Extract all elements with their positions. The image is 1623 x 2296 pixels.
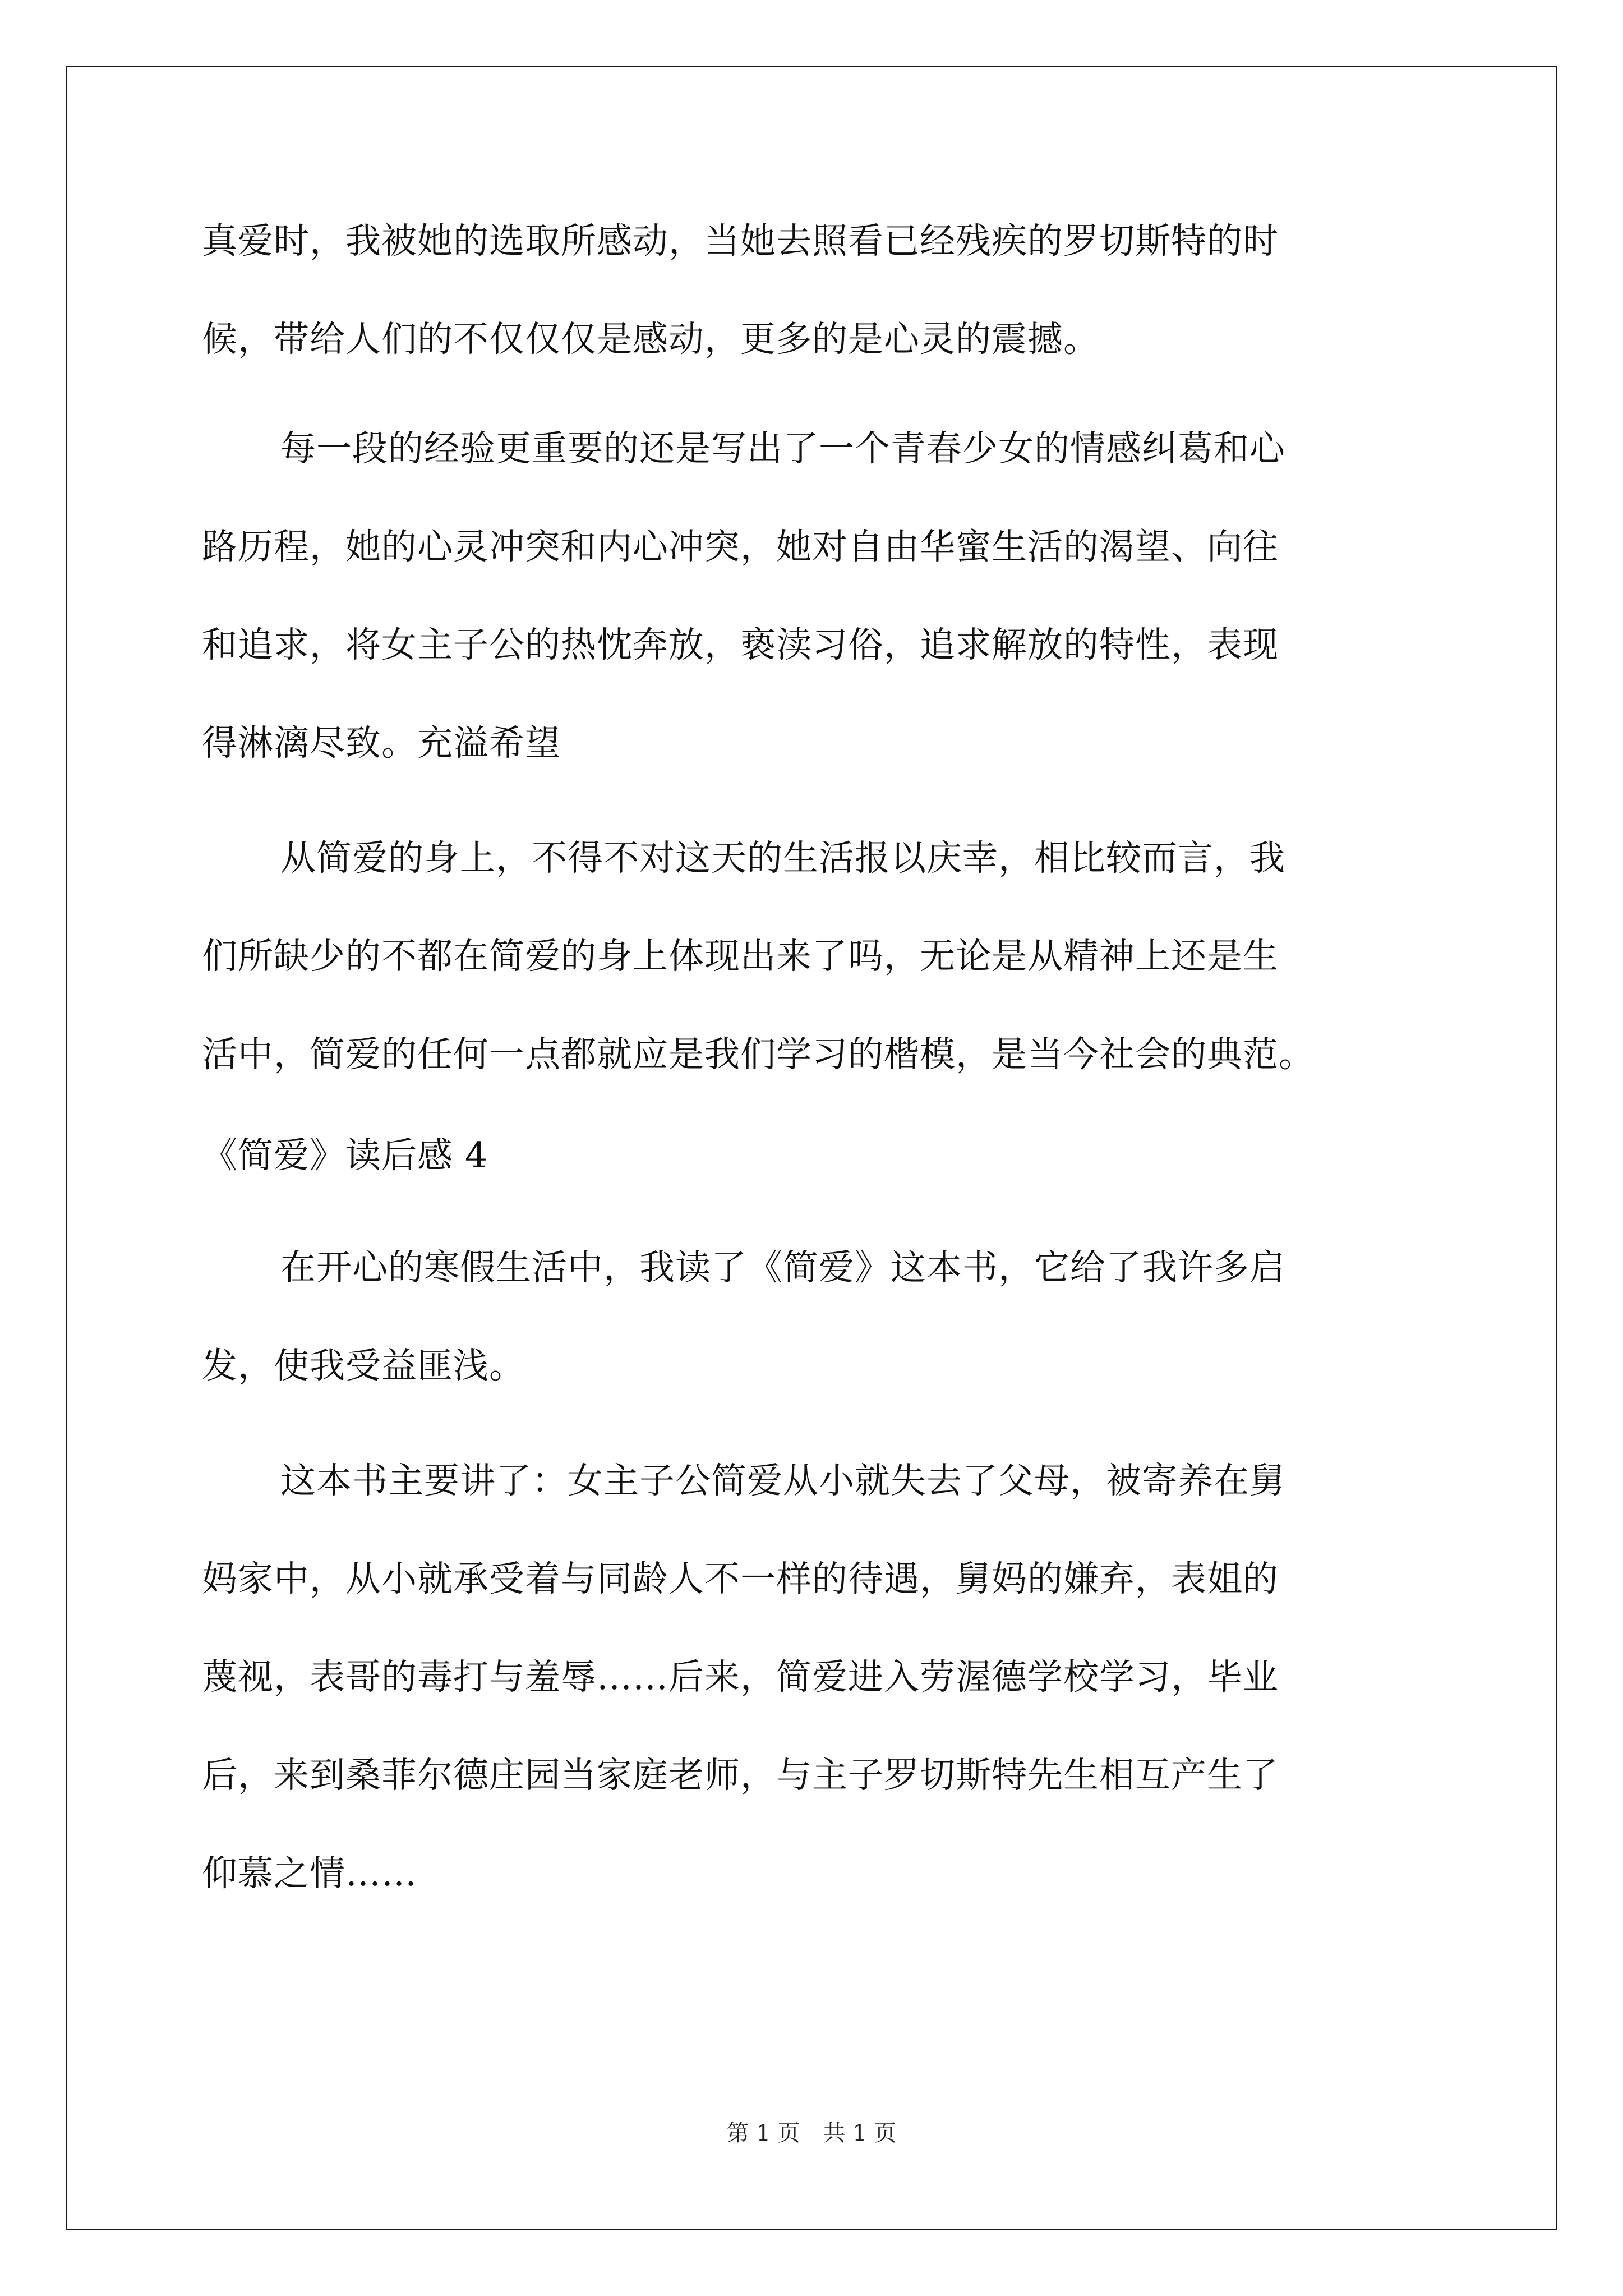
text-line: 活中，简爱的任何一点都就应是我们学习的楷模，是当今社会的典范。	[202, 1034, 1315, 1075]
text-line: 候，带给人们的不仅仅仅是感动，更多的是心灵的震撼。	[202, 319, 1099, 360]
text-line: 仰慕之情……	[202, 1853, 417, 1894]
paragraph-start-line: 这本书主要讲了：女主子公简爱从小就失去了父母，被寄养在舅	[280, 1460, 1285, 1501]
text-line: 得淋漓尽致。充溢希望	[202, 723, 561, 763]
text-line: 蔑视，表哥的毒打与羞辱……后来，简爱进入劳渥德学校学习，毕业	[202, 1657, 1279, 1697]
page-footer	[0, 2119, 1623, 2147]
page-number: 第 1 页	[726, 2120, 800, 2146]
page-total: 共 1 页	[823, 2120, 897, 2146]
paragraph-start-line: 从简爱的身上，不得不对这天的生活报以庆幸，相比较而言，我	[280, 838, 1285, 878]
text-line: 和追求，将女主子公的热忱奔放，亵渎习俗，追求解放的特性，表现	[202, 624, 1279, 665]
text-line: 妈家中，从小就承受着与同龄人不一样的待遇，舅妈的嫌弃，表姐的	[202, 1558, 1279, 1599]
text-line: 后，来到桑菲尔德庄园当家庭老师，与主子罗切斯特先生相互产生了	[202, 1755, 1279, 1796]
text-line: 们所缺少的不都在简爱的身上体现出来了吗，无论是从精神上还是生	[202, 936, 1279, 977]
section-heading: 《简爱》读后感 4	[202, 1135, 488, 1176]
paragraph-start-line: 在开心的寒假生活中，我读了《简爱》这本书，它给了我许多启	[280, 1247, 1285, 1288]
text-line: 发，使我受益匪浅。	[202, 1345, 525, 1386]
text-line: 真爱时，我被她的选取所感动，当她去照看已经残疾的罗切斯特的时	[202, 220, 1279, 261]
paragraph-start-line: 每一段的经验更重要的还是写出了一个青春少女的情感纠葛和心	[280, 428, 1285, 469]
text-line: 路历程，她的心灵冲突和内心冲突，她对自由华蜜生活的渴望、向往	[202, 526, 1279, 567]
